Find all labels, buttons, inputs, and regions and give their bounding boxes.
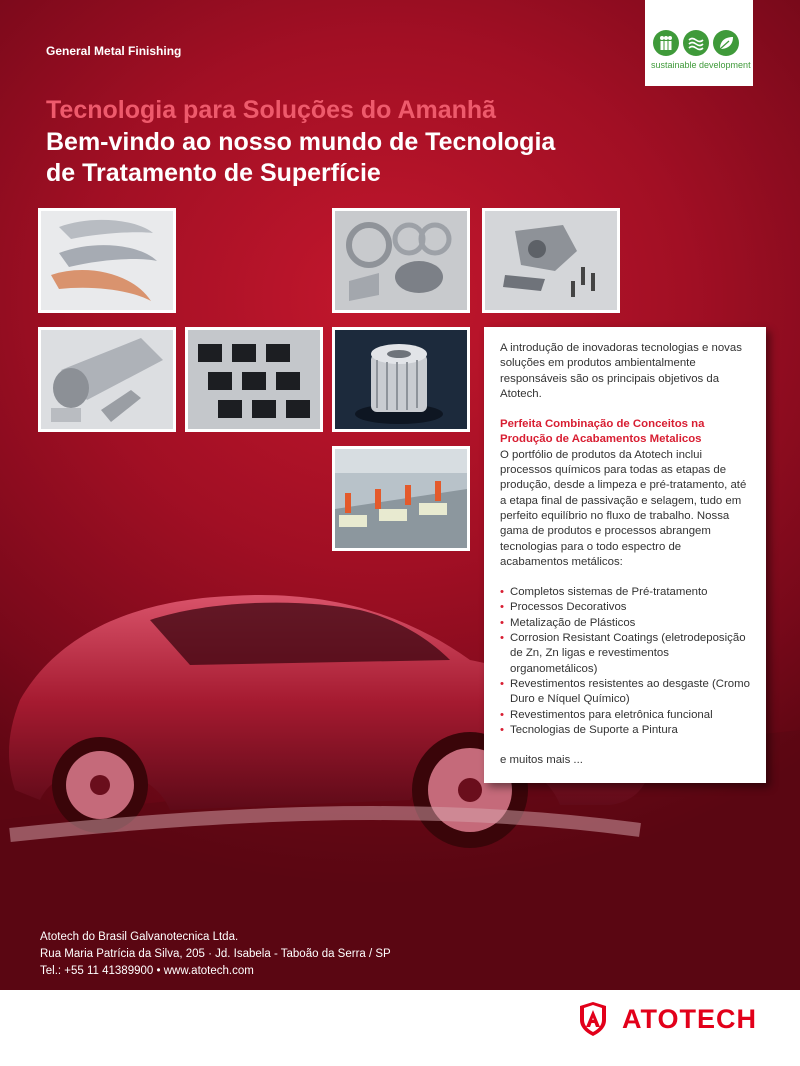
body-paragraph: O portfólio de produtos da Atotech inclui processos químicos para todas as etapas de produção, desde a limpeza e pré-tratamento, até a etapa final de passivação e selagem, tudo em perfeito equilíbrio no fluxo de trabalho. Nossa gama de produtos e processos abrangem tecnologias para o todo espectro de acabamentos metálicos: bbox=[500, 448, 747, 568]
atotech-shield-icon bbox=[578, 1002, 608, 1036]
list-item: • Revestimentos resistentes ao desgaste (Cromo Duro e Níquel Químico) bbox=[500, 677, 752, 708]
section-label: General Metal Finishing bbox=[46, 44, 182, 58]
list-item: • Tecnologias de Suporte a Pintura bbox=[500, 723, 752, 738]
closing-text: e muitos mais ... bbox=[500, 754, 583, 767]
street-address: Rua Maria Patrícia da Silva, 205 · Jd. Isabela - Taboão da Serra / SP bbox=[40, 948, 391, 960]
page-title-line2: de Tratamento de Superfície bbox=[46, 159, 381, 187]
list-item: • Corrosion Resistant Coatings (eletrodeposição de Zn, Zn ligas e revestimentos organometálicos) bbox=[500, 631, 752, 677]
sustainable-development-caption: sustainable development bbox=[651, 60, 751, 70]
capabilities-list bbox=[500, 585, 752, 738]
leaf-icon bbox=[713, 30, 739, 56]
page-title-line1: Bem-vindo ao nosso mundo de Tecnologia bbox=[46, 128, 556, 156]
sustainable-development-logo bbox=[645, 0, 753, 86]
photo-factory bbox=[332, 446, 470, 551]
list-item: • Metalização de Plásticos bbox=[500, 616, 752, 631]
content-panel bbox=[484, 327, 766, 783]
photo-circuit-board bbox=[185, 327, 323, 432]
intro-paragraph: A introdução de inovadoras tecnologias e novas soluções em produtos ambientalmente responsáveis são os principais objetivos da Atotech. bbox=[500, 342, 742, 400]
atotech-logo bbox=[578, 1002, 757, 1036]
list-item: • Processos Decorativos bbox=[500, 600, 752, 615]
page-title-tagline: Tecnologia para Soluções do Amanhã bbox=[46, 96, 497, 124]
page-title bbox=[46, 127, 686, 189]
list-item: • Revestimentos para eletrônica funcional bbox=[500, 708, 752, 723]
content-heading: Perfeita Combinação de Conceitos na Produção de Acabamentos Metalicos bbox=[500, 418, 705, 446]
company-address bbox=[40, 929, 391, 980]
photo-chrome-handles bbox=[38, 208, 176, 313]
photo-metal-parts bbox=[482, 208, 620, 313]
list-item: • Completos sistemas de Pré-tratamento bbox=[500, 585, 752, 600]
water-waves-icon bbox=[683, 30, 709, 56]
photo-chrome-emblems bbox=[332, 208, 470, 313]
atotech-wordmark: ATOTECH bbox=[622, 1003, 757, 1034]
photo-cylinder-part bbox=[332, 327, 470, 432]
people-icon bbox=[653, 30, 679, 56]
photo-aluminium-parts bbox=[38, 327, 176, 432]
contact-line: Tel.: +55 11 41389900 • www.atotech.com bbox=[40, 965, 254, 977]
company-name: Atotech do Brasil Galvanotecnica Ltda. bbox=[40, 931, 239, 943]
